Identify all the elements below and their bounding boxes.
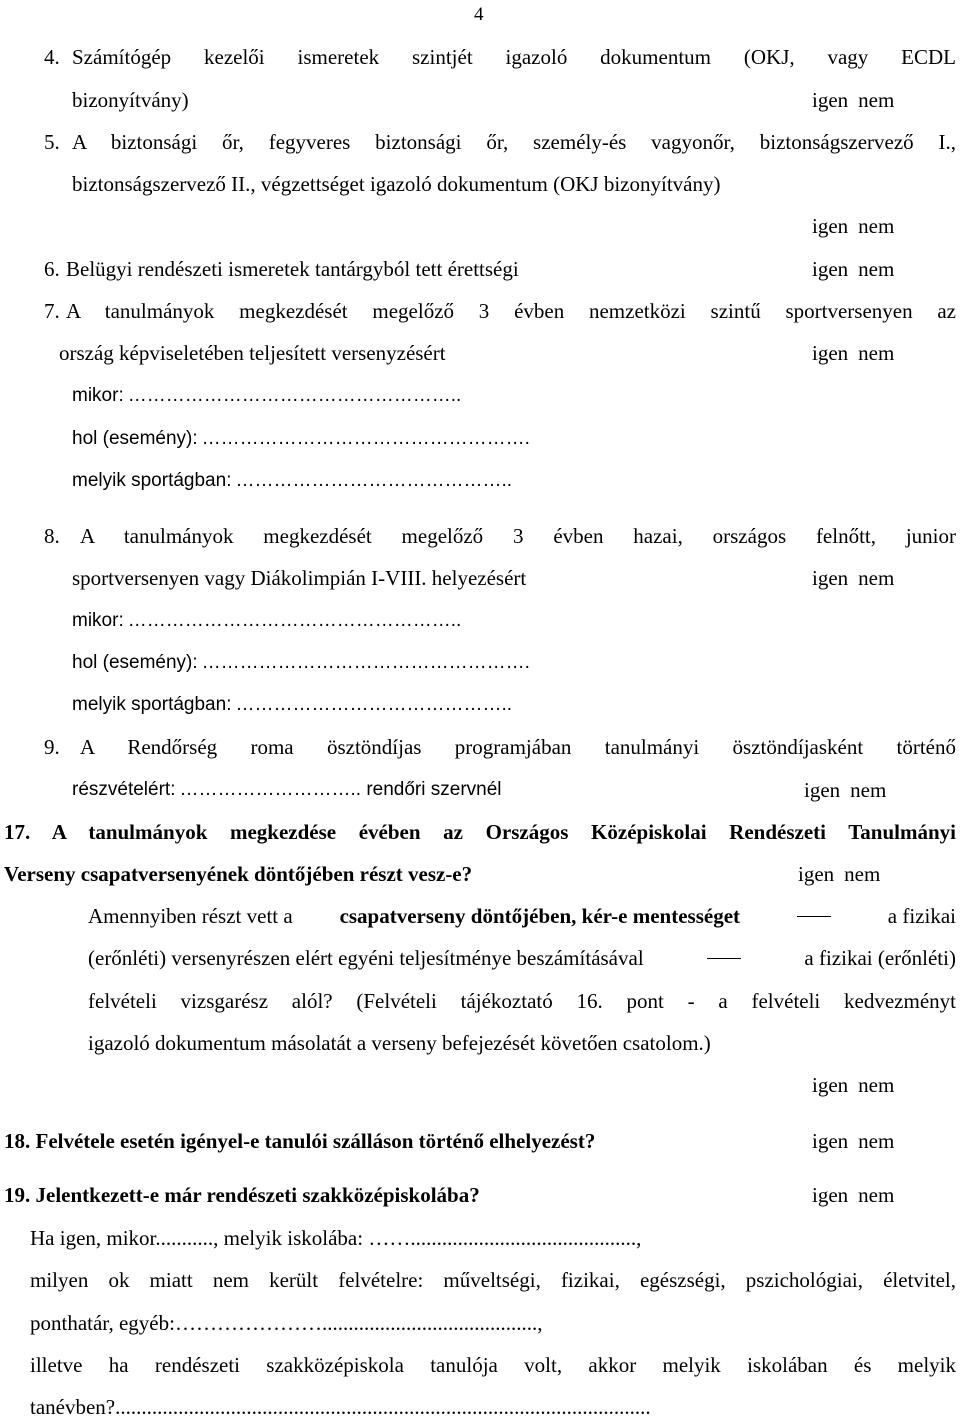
item-7-sport-row: [72, 468, 512, 494]
page-number: 4: [474, 4, 484, 25]
sport-label: melyik sportágban:: [72, 470, 232, 491]
item-8-where-row: [72, 650, 530, 676]
when-field[interactable]: ……………………………………………..: [127, 385, 462, 406]
q17-p2-text-a: (erőnléti) versenyrészen elért egyéni teljesítménye beszámításával: [88, 946, 644, 970]
no-option[interactable]: nem: [858, 1183, 895, 1207]
q17-paragraph-line3: felvételi vizsgarész alól? (Felvételi tájékoztató 16. pont - a felvételi kedvezményt: [88, 989, 956, 1013]
q17-heading-line1: 17. A tanulmányok megkezdése évében az Országos Középiskolai Rendészeti Tanulmányi: [4, 820, 956, 844]
other-reason-label: ponthatár, egyéb:: [30, 1311, 175, 1335]
q17-p1-text-c: a fizikai: [887, 904, 956, 928]
item-5-line1: A biztonsági őr, fegyveres biztonsági őr, személy-és vagyonőr, biztonságszervező I.,: [72, 130, 956, 154]
item-5-line2: biztonságszervező II., végzettséget igazoló dokumentum (OKJ bizonyítvány): [72, 172, 721, 196]
police-unit-label: rendőri szervnél: [366, 779, 502, 800]
q17-yes-no: [798, 861, 880, 887]
yes-option[interactable]: igen: [812, 257, 849, 281]
yes-option[interactable]: igen: [812, 214, 849, 238]
when-field[interactable]: ……………………………………………..: [127, 610, 462, 631]
if-yes-when-label: Ha igen, mikor: [30, 1226, 156, 1250]
item-7-line2: ország képviseletében teljesített versenyzésért: [59, 341, 446, 365]
when-label: mikor:: [72, 610, 124, 631]
no-option[interactable]: nem: [858, 566, 895, 590]
q18-yes-no: [812, 1128, 894, 1154]
item-8-yes-no: [812, 565, 894, 591]
yes-option[interactable]: igen: [804, 778, 841, 802]
item-8-line1: A tanulmányok megkezdését megelőző 3 évben hazai, országos felnőtt, junior: [80, 524, 956, 548]
yes-option[interactable]: igen: [798, 862, 835, 886]
item-4-line2: bizonyítvány): [72, 88, 189, 112]
item-5-yes-no: [812, 213, 894, 239]
no-option[interactable]: nem: [858, 1073, 895, 1097]
no-option[interactable]: nem: [858, 341, 895, 365]
item-8-when-row: [72, 608, 461, 634]
yes-option[interactable]: igen: [812, 1073, 849, 1097]
sport-label: melyik sportágban:: [72, 694, 232, 715]
q17-paragraph-yes-no: [812, 1072, 894, 1098]
no-option[interactable]: nem: [858, 88, 895, 112]
q17-paragraph-line4: igazoló dokumentum másolatát a verseny befejezését követően csatolom.): [88, 1031, 711, 1055]
item-9-line1: A Rendőrség roma ösztöndíjas programjában tanulmányi ösztöndíjasként történő: [80, 735, 956, 759]
participation-label: részvételért:: [72, 779, 176, 800]
q17-p2-text-b: a fizikai (erőnléti): [804, 946, 956, 970]
if-yes-when-field[interactable]: ..........., melyik iskolába:: [155, 1226, 364, 1250]
q19-line4: illetve ha rendészeti szakközépiskola tanulója volt, akkor melyik iskolában és melyik: [30, 1353, 956, 1377]
item-4-yes-no: [812, 87, 894, 113]
q17-heading-line2: Verseny csapatversenyének döntőjében részt vesz-e?: [4, 862, 473, 886]
item-4-line1: Számítógép kezelői ismeretek szintjét igazoló dokumentum (OKJ, vagy ECDL: [72, 45, 956, 69]
item-7-number: 7.: [44, 299, 60, 323]
q19-line3: [30, 1310, 542, 1336]
where-field[interactable]: …………………………………………….: [201, 652, 530, 673]
sport-field[interactable]: ……………………………………..: [235, 470, 513, 491]
sport-field[interactable]: ……………………………………..: [235, 694, 513, 715]
item-4-number: 4.: [44, 45, 60, 69]
yes-option[interactable]: igen: [812, 1183, 849, 1207]
q17-p1-text-b: csapatverseny döntőjében, kér-e mentességet: [339, 904, 741, 928]
yes-option[interactable]: igen: [812, 88, 849, 112]
no-option[interactable]: nem: [858, 214, 895, 238]
item-7-when-row: [72, 383, 461, 409]
when-label: mikor:: [72, 385, 124, 406]
q19-line2: milyen ok miatt nem került felvételre: műveltségi, fizikai, egészségi, pszichológiai, életvitel,: [30, 1268, 956, 1292]
q19-heading: 19. Jelentkezett-e már rendészeti szakközépiskolába?: [4, 1183, 480, 1207]
item-8-number: 8.: [44, 524, 60, 548]
item-9-yes-no: [804, 777, 886, 803]
no-option[interactable]: nem: [858, 1129, 895, 1153]
q19-line5: tanévben?......................................................................................................: [30, 1395, 651, 1419]
q19-line1: [30, 1225, 641, 1251]
q17-paragraph-line2: [88, 945, 956, 971]
item-9-line2: [72, 777, 502, 803]
item-9-number: 9.: [44, 735, 60, 759]
em-dash: [797, 916, 831, 917]
yes-option[interactable]: igen: [812, 566, 849, 590]
item-6-line1: Belügyi rendészeti ismeretek tantárgyból tett érettségi: [66, 257, 519, 281]
where-label: hol (esemény):: [72, 652, 198, 673]
item-6-number: 6.: [44, 257, 60, 281]
other-reason-field[interactable]: ………………….........................................,: [174, 1311, 543, 1335]
item-7-where-row: [72, 426, 530, 452]
item-8-sport-row: [72, 692, 512, 718]
yes-option[interactable]: igen: [812, 1129, 849, 1153]
where-field[interactable]: …………………………………………….: [201, 428, 530, 449]
no-option[interactable]: nem: [850, 778, 887, 802]
item-6-yes-no: [812, 256, 894, 282]
item-5-number: 5.: [44, 130, 60, 154]
item-7-yes-no: [812, 340, 894, 366]
no-option[interactable]: nem: [858, 257, 895, 281]
which-school-field[interactable]: ……...........................................,: [368, 1226, 642, 1250]
item-7-line1: A tanulmányok megkezdését megelőző 3 évben nemzetközi szintű sportversenyen az: [66, 299, 956, 323]
yes-option[interactable]: igen: [812, 341, 849, 365]
q18-heading: 18. Felvétele esetén igényel-e tanulói szálláson történő elhelyezést?: [4, 1129, 596, 1153]
no-option[interactable]: nem: [844, 862, 881, 886]
item-8-line2: sportversenyen vagy Diákolimpián I-VIII. helyezésért: [72, 566, 527, 590]
where-label: hol (esemény):: [72, 428, 198, 449]
participation-field[interactable]: ………………………..: [179, 779, 362, 800]
em-dash: [707, 958, 741, 959]
q17-paragraph-line1: [88, 903, 956, 929]
q17-p1-text-a: Amennyiben részt vett a: [88, 904, 293, 928]
q19-yes-no: [812, 1182, 894, 1208]
